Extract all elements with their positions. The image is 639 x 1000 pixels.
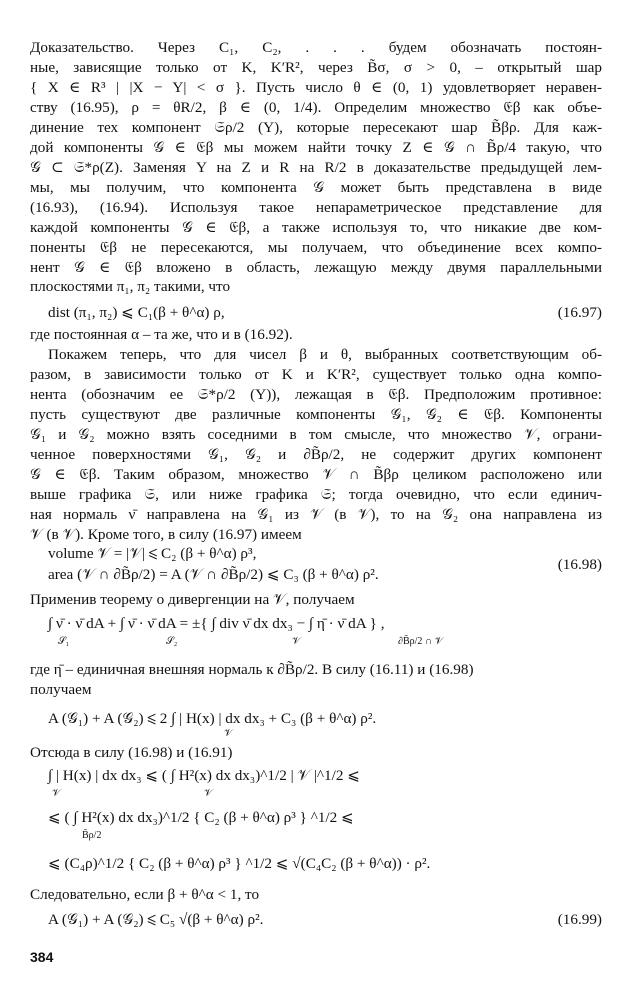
text-line: { X ∈ R³ | |X − Y| < σ }. Пусть число θ ∈ (0, 1) удовлетворяет неравен- [30,79,602,96]
integral-subscript: 𝒱 [52,788,61,799]
equation-16-99: A (𝒢₁) + A (𝒢₂) ⩽ C₅ √(β + θ^α) ρ². [48,911,264,928]
text-line: динение тех компонент 𝔖ρ/2 (Y), которые пересекают шар B̃βρ. Для каж- [30,119,602,136]
text-line: нент 𝒢 ∈ 𝔈β вложено в область, лежащую между двумя параллельными [30,259,602,276]
integral-subscript: 𝒱 [204,788,213,799]
text-line: ные, зависящие только от K, K′R², через B̃σ, σ > 0, – открытый шар [30,59,602,76]
text-line: поненты 𝔈β не пересекаются, мы получаем, что объединение всех компо- [30,239,602,256]
equation-divergence: ∫ ν̄ · ν̄ dA + ∫ ν̄ · ν̄ dA = ±{ ∫ div ν̄ dx dx₃ − ∫ η̄ · ν̄ dA } , [48,615,385,632]
equation-number: (16.99) [557,911,602,928]
text-line: 𝒢₁ и 𝒢₂ можно взять соседними в том смысле, что множество 𝒱, ограни- [30,426,602,443]
integral-subscript: ∂B̃ρ/2 ∩ 𝒱 [398,636,443,647]
text-line: Покажем теперь, что для чисел β и θ, выбранных соответствующим об- [48,346,602,363]
text-line: пусть существуют две различные компоненты 𝒢₁, 𝒢₂ ∈ 𝔈β. Компоненты [30,406,602,423]
equation-16-97: dist (π₁, π₂) ⩽ C₁(β + θ^α) ρ, [48,304,225,321]
text-line: где η̄ – единичная внешняя нормаль к ∂B̃ρ/2. В силу (16.11) и (16.98) [30,661,474,678]
equation-curvature-1: ∫ | H(x) | dx dx₃ ⩽ ( ∫ H²(x) dx dx₃)^1/2 | 𝒱 |^1/2 ⩽ [48,767,360,784]
text-line: ная нормаль ν̄ направлена на 𝒢₁ из 𝒱 (в 𝒱), то на 𝒢₂ она направлена из [30,506,602,523]
text-line: мы, мы получим, что компонента 𝒢 может быть представлена в виде [30,179,602,196]
text-line: 𝒱 (в 𝒱). Кроме того, в силу (16.97) имеем [30,526,302,543]
integral-subscript: 𝒮₂ [166,636,178,647]
text-line: разом, в зависимости только от K и K′R², существует только одна компо- [30,366,602,383]
text-line: Доказательство. Через C₁, C₂, . . . будем обозначать постоян- [30,39,602,56]
equation-area: area (𝒱 ∩ ∂B̃ρ/2) = A (𝒱 ∩ ∂B̃ρ/2) ⩽ C₃ (β + θ^α) ρ². [48,566,379,583]
text-line: дой компоненты 𝒢 ∈ 𝔈β мы можем найти точку Z ∈ 𝒢 ∩ B̃ρ/4 такую, что [30,139,602,156]
text-line: (16.93), (16.94). Используя такое непараметрическое представление для [30,199,602,216]
integral-subscript: B̃ρ/2 [82,830,102,841]
text-line: ченное поверхностями 𝒢₁, 𝒢₂ и ∂B̃ρ/2, не содержит других компонент [30,446,602,463]
integral-subscript: 𝒱 [224,728,233,739]
text-line: ству (16.95), ρ = θR/2, β ∈ (0, 1/4). Определим множество 𝔈β как объе- [30,99,602,116]
page-number: 384 [30,949,54,965]
equation-curvature-3: ⩽ (C₄ρ)^1/2 { C₂ (β + θ^α) ρ³ } ^1/2 ⩽ √(C₄C₂ (β + θ^α)) · ρ². [48,855,431,872]
text-line: нента (обозначим ее 𝔖*ρ/2 (Y)), лежащая в 𝔈β. Предположим противное: [30,386,602,403]
text-line: выше графика 𝔖, или ниже графика 𝔖; тогда очевидно, что если единич- [30,486,602,503]
equation-number: (16.98) [557,556,602,573]
integral-subscript: 𝒱 [292,636,301,647]
text-line: Применив теорему о дивергенции на 𝒱, получаем [30,591,355,608]
text-line: где постоянная α – та же, что и в (16.92). [30,326,293,343]
text-line: Следовательно, если β + θ^α < 1, то [30,886,260,903]
text-line: 𝒢 ⊂ 𝔖*ρ(Z). Заменяя Y на Z и R на R/2 в доказательстве предыдущей лем- [30,159,602,176]
equation-curvature-2: ⩽ ( ∫ H²(x) dx dx₃)^1/2 { C₂ (β + θ^α) ρ³ } ^1/2 ⩽ [48,809,354,826]
text-line: получаем [30,681,92,698]
text-line: плоскостями π₁, π₂ такими, что [30,278,231,295]
equation-area-bound: A (𝒢₁) + A (𝒢₂) ⩽ 2 ∫ | H(x) | dx dx₃ + C₃ (β + θ^α) ρ². [48,710,377,727]
text-line: каждой компоненты 𝒢 ∈ 𝔈β, а также используя то, что никакие две ком- [30,219,602,236]
equation-volume: volume 𝒱 = |𝒱| ⩽ C₂ (β + θ^α) ρ³, [48,545,257,562]
equation-number: (16.97) [557,304,602,321]
text-line: Отсюда в силу (16.98) и (16.91) [30,744,233,761]
integral-subscript: 𝒮₁ [58,636,70,647]
text-line: 𝒢 ∈ 𝔈β. Таким образом, множество 𝒱 ∩ B̃βρ целиком расположено или [30,466,602,483]
